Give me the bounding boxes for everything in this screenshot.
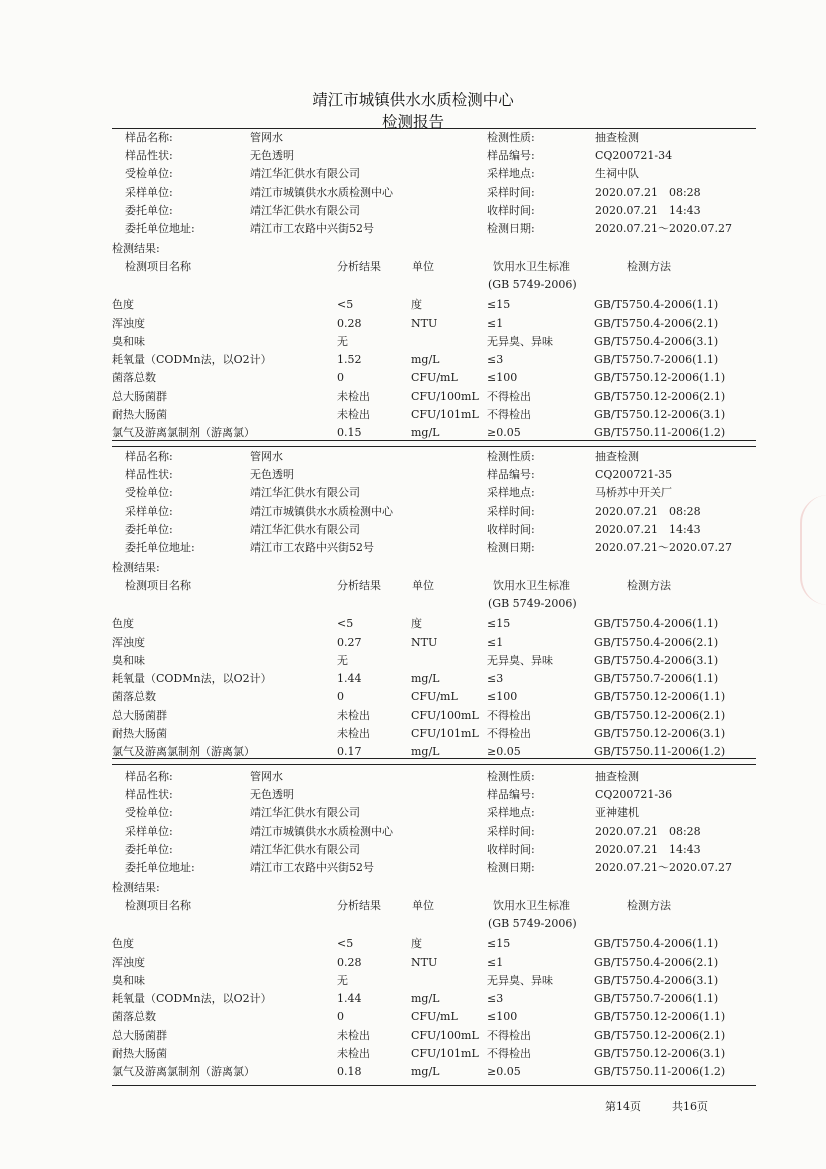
report-title: 靖江市城镇供水水质检测中心 <box>312 91 514 109</box>
sample-no-label: 样品编号: <box>487 149 535 163</box>
col-standard-header: 饮用水卫生标准 <box>493 260 570 274</box>
result-standard: ≤100 <box>487 1010 518 1024</box>
result-method: GB/T5750.4-2006(3.1) <box>594 653 719 667</box>
test-date-label: 检测日期: <box>487 541 535 554</box>
result-value: 1.52 <box>337 353 362 367</box>
test-nature-value: 抽查检测 <box>595 450 639 463</box>
col-method-header: 检测方法 <box>627 899 671 913</box>
col-item-header: 检测项目名称 <box>125 260 191 274</box>
sampling-time-label: 采样时间: <box>487 504 535 518</box>
client-unit-label: 委托单位: <box>125 842 173 856</box>
client-address-value: 靖江市工农路中兴街52号 <box>250 222 374 235</box>
result-unit: mg/L <box>411 745 440 759</box>
result-item-name: 耗氧量（CODMn法，以O2计） <box>112 353 272 367</box>
sample-no-value: CQ200721-36 <box>595 788 673 802</box>
result-unit: CFU/101mL <box>411 408 479 421</box>
result-value: 0 <box>337 690 344 704</box>
divider-sample-2 <box>112 446 756 447</box>
col-standard-header: 饮用水卫生标准 <box>493 899 570 913</box>
result-item-name: 氯气及游离氯制剂（游离氯） <box>112 745 255 759</box>
col-unit-header: 单位 <box>412 260 434 274</box>
result-value: 未检出 <box>337 1047 370 1060</box>
result-standard: ≤3 <box>487 353 504 367</box>
result-standard: 无异臭、异味 <box>487 973 553 987</box>
result-value: 0.27 <box>337 635 362 649</box>
result-value: 0.28 <box>337 955 362 969</box>
result-unit: CFU/mL <box>411 1010 458 1024</box>
receive-time-label: 收样时间: <box>487 842 535 856</box>
sample-state-value: 无色透明 <box>250 788 294 802</box>
result-item-name: 浑浊度 <box>112 635 145 649</box>
page-total: 共16页 <box>672 1100 708 1113</box>
result-method: GB/T5750.4-2006(3.1) <box>594 973 719 987</box>
result-standard: 不得检出 <box>487 727 531 740</box>
stamp-mark <box>800 495 826 605</box>
result-item-name: 浑浊度 <box>112 955 145 969</box>
result-standard: ≤15 <box>487 937 511 951</box>
result-unit: NTU <box>411 955 438 969</box>
sampling-unit-label: 采样单位: <box>125 824 173 838</box>
result-value: 0.28 <box>337 316 362 330</box>
result-standard: 不得检出 <box>487 1028 531 1042</box>
col-unit-header: 单位 <box>412 899 434 913</box>
result-method: GB/T5750.4-2006(2.1) <box>594 316 719 330</box>
sampling-unit-label: 采样单位: <box>125 185 173 199</box>
test-nature-label: 检测性质: <box>487 131 535 144</box>
sampling-time-value: 2020.07.21 08:28 <box>595 504 701 518</box>
result-standard: 无异臭、异味 <box>487 653 553 667</box>
result-unit: CFU/100mL <box>411 1028 479 1042</box>
sample-no-value: CQ200721-35 <box>595 468 673 482</box>
sample-state-label: 样品性状: <box>125 788 173 802</box>
result-item-name: 耐热大肠菌 <box>112 408 167 421</box>
result-method: GB/T5750.7-2006(1.1) <box>594 992 719 1006</box>
result-value: 未检出 <box>337 727 370 740</box>
sampling-site-value: 马桥苏中开关厂 <box>595 486 672 500</box>
inspected-unit-label: 受检单位: <box>125 806 173 820</box>
client-unit-value: 靖江华汇供水有限公司 <box>250 842 360 856</box>
result-value: 0.18 <box>337 1065 362 1079</box>
sample-name-value: 管网水 <box>250 770 283 783</box>
col-item-header: 检测项目名称 <box>125 579 191 593</box>
results-label: 检测结果: <box>112 561 160 575</box>
result-item-name: 菌落总数 <box>112 371 156 385</box>
client-unit-value: 靖江华汇供水有限公司 <box>250 203 360 217</box>
result-standard: 不得检出 <box>487 408 531 421</box>
sample-state-label: 样品性状: <box>125 149 173 163</box>
test-nature-label: 检测性质: <box>487 770 535 783</box>
result-method: GB/T5750.4-2006(1.1) <box>594 617 719 631</box>
result-method: GB/T5750.11-2006(1.2) <box>594 426 726 440</box>
result-method: GB/T5750.12-2006(3.1) <box>594 1047 726 1060</box>
result-unit: 度 <box>411 617 422 631</box>
col-method-header: 检测方法 <box>627 579 671 593</box>
result-value: <5 <box>337 937 354 951</box>
sample-name-value: 管网水 <box>250 131 283 144</box>
result-value: <5 <box>337 617 354 631</box>
col-standard-code: (GB 5749-2006) <box>488 917 577 931</box>
result-value: 1.44 <box>337 992 362 1006</box>
inspected-unit-value: 靖江华汇供水有限公司 <box>250 167 360 181</box>
result-item-name: 氯气及游离氯制剂（游离氯） <box>112 1065 255 1079</box>
result-standard: ≤15 <box>487 617 511 631</box>
result-standard: ≤15 <box>487 298 511 312</box>
result-item-name: 色度 <box>112 937 134 951</box>
sampling-site-value: 生祠中队 <box>595 167 639 181</box>
sample-name-label: 样品名称: <box>125 770 173 783</box>
result-standard: 不得检出 <box>487 389 531 403</box>
results-label: 检测结果: <box>112 242 160 256</box>
sample-state-value: 无色透明 <box>250 468 294 482</box>
result-method: GB/T5750.4-2006(2.1) <box>594 635 719 649</box>
client-address-label: 委托单位地址: <box>125 541 195 554</box>
result-unit: CFU/100mL <box>411 389 479 403</box>
result-item-name: 耐热大肠菌 <box>112 1047 167 1060</box>
client-address-value: 靖江市工农路中兴街52号 <box>250 861 374 874</box>
sample-name-label: 样品名称: <box>125 131 173 144</box>
result-standard: ≤1 <box>487 635 504 649</box>
result-value: 0.15 <box>337 426 362 440</box>
result-item-name: 浑浊度 <box>112 316 145 330</box>
result-method: GB/T5750.12-2006(2.1) <box>594 708 726 722</box>
receive-time-value: 2020.07.21 14:43 <box>595 522 701 536</box>
result-unit: CFU/101mL <box>411 1047 479 1060</box>
result-unit: 度 <box>411 298 422 312</box>
result-method: GB/T5750.11-2006(1.2) <box>594 745 726 759</box>
test-date-value: 2020.07.21～2020.07.27 <box>595 861 732 874</box>
result-unit: CFU/101mL <box>411 727 479 740</box>
result-value: 未检出 <box>337 408 370 421</box>
result-method: GB/T5750.12-2006(2.1) <box>594 1028 726 1042</box>
receive-time-label: 收样时间: <box>487 203 535 217</box>
test-nature-label: 检测性质: <box>487 450 535 463</box>
col-item-header: 检测项目名称 <box>125 899 191 913</box>
result-value: 无 <box>337 653 348 667</box>
client-address-value: 靖江市工农路中兴街52号 <box>250 541 374 554</box>
result-standard: ≥0.05 <box>487 1065 521 1079</box>
client-unit-label: 委托单位: <box>125 522 173 536</box>
result-method: GB/T5750.4-2006(2.1) <box>594 955 719 969</box>
results-label: 检测结果: <box>112 881 160 895</box>
result-value: 未检出 <box>337 708 370 722</box>
result-item-name: 氯气及游离氯制剂（游离氯） <box>112 426 255 440</box>
sample-no-label: 样品编号: <box>487 468 535 482</box>
divider-top <box>112 128 756 129</box>
result-value: 0.17 <box>337 745 362 759</box>
result-method: GB/T5750.12-2006(3.1) <box>594 408 726 421</box>
result-item-name: 总大肠菌群 <box>112 389 167 403</box>
result-unit: CFU/mL <box>411 371 458 385</box>
sampling-time-label: 采样时间: <box>487 185 535 199</box>
sampling-unit-value: 靖江市城镇供水水质检测中心 <box>250 185 393 199</box>
divider-bottom <box>112 1085 756 1086</box>
test-date-label: 检测日期: <box>487 222 535 235</box>
result-method: GB/T5750.12-2006(1.1) <box>594 371 726 385</box>
result-method: GB/T5750.12-2006(1.1) <box>594 1010 726 1024</box>
result-unit: mg/L <box>411 1065 440 1079</box>
inspected-unit-value: 靖江华汇供水有限公司 <box>250 806 360 820</box>
sampling-unit-value: 靖江市城镇供水水质检测中心 <box>250 504 393 518</box>
result-standard: ≤1 <box>487 316 504 330</box>
result-value: 1.44 <box>337 672 362 686</box>
test-date-value: 2020.07.21～2020.07.27 <box>595 222 732 235</box>
result-item-name: 总大肠菌群 <box>112 1028 167 1042</box>
col-standard-code: (GB 5749-2006) <box>488 597 577 611</box>
result-standard: ≤100 <box>487 371 518 385</box>
result-item-name: 菌落总数 <box>112 690 156 704</box>
result-method: GB/T5750.11-2006(1.2) <box>594 1065 726 1079</box>
result-unit: CFU/100mL <box>411 708 479 722</box>
result-method: GB/T5750.4-2006(1.1) <box>594 298 719 312</box>
result-standard: 不得检出 <box>487 708 531 722</box>
result-item-name: 臭和味 <box>112 973 145 987</box>
test-date-label: 检测日期: <box>487 861 535 874</box>
result-method: GB/T5750.4-2006(1.1) <box>594 937 719 951</box>
result-item-name: 色度 <box>112 298 134 312</box>
result-method: GB/T5750.7-2006(1.1) <box>594 672 719 686</box>
col-result-header: 分析结果 <box>337 899 381 913</box>
result-unit: mg/L <box>411 426 440 440</box>
col-result-header: 分析结果 <box>337 579 381 593</box>
result-item-name: 耗氧量（CODMn法，以O2计） <box>112 992 272 1006</box>
result-standard: ≤3 <box>487 992 504 1006</box>
result-value: 未检出 <box>337 389 370 403</box>
sample-no-value: CQ200721-34 <box>595 149 673 163</box>
divider-sample-3 <box>112 764 756 765</box>
result-value: 未检出 <box>337 1028 370 1042</box>
col-standard-header: 饮用水卫生标准 <box>493 579 570 593</box>
result-unit: mg/L <box>411 992 440 1006</box>
inspected-unit-value: 靖江华汇供水有限公司 <box>250 486 360 500</box>
result-value: 0 <box>337 1010 344 1024</box>
sampling-site-label: 采样地点: <box>487 486 535 500</box>
col-method-header: 检测方法 <box>627 260 671 274</box>
receive-time-value: 2020.07.21 14:43 <box>595 842 701 856</box>
result-standard: 不得检出 <box>487 1047 531 1060</box>
result-unit: CFU/mL <box>411 690 458 704</box>
result-method: GB/T5750.4-2006(3.1) <box>594 334 719 348</box>
col-unit-header: 单位 <box>412 579 434 593</box>
sampling-site-value: 亚神建机 <box>595 806 639 820</box>
result-method: GB/T5750.7-2006(1.1) <box>594 353 719 367</box>
inspected-unit-label: 受检单位: <box>125 486 173 500</box>
sampling-unit-label: 采样单位: <box>125 504 173 518</box>
result-unit: mg/L <box>411 672 440 686</box>
client-unit-label: 委托单位: <box>125 203 173 217</box>
result-item-name: 耗氧量（CODMn法，以O2计） <box>112 672 272 686</box>
result-item-name: 菌落总数 <box>112 1010 156 1024</box>
result-method: GB/T5750.12-2006(3.1) <box>594 727 726 740</box>
page-number: 第14页 <box>605 1100 641 1113</box>
client-address-label: 委托单位地址: <box>125 861 195 874</box>
report-subtitle: 检测报告 <box>381 113 444 131</box>
result-unit: mg/L <box>411 353 440 367</box>
result-unit: NTU <box>411 635 438 649</box>
col-standard-code: (GB 5749-2006) <box>488 278 577 292</box>
inspected-unit-label: 受检单位: <box>125 167 173 181</box>
result-item-name: 臭和味 <box>112 334 145 348</box>
result-item-name: 总大肠菌群 <box>112 708 167 722</box>
result-item-name: 臭和味 <box>112 653 145 667</box>
result-item-name: 耐热大肠菌 <box>112 727 167 740</box>
sampling-site-label: 采样地点: <box>487 167 535 181</box>
sample-state-label: 样品性状: <box>125 468 173 482</box>
client-address-label: 委托单位地址: <box>125 222 195 235</box>
sampling-time-value: 2020.07.21 08:28 <box>595 185 701 199</box>
test-nature-value: 抽查检测 <box>595 770 639 783</box>
result-value: 无 <box>337 973 348 987</box>
sample-name-label: 样品名称: <box>125 450 173 463</box>
result-value: <5 <box>337 298 354 312</box>
col-result-header: 分析结果 <box>337 260 381 274</box>
result-unit: 度 <box>411 937 422 951</box>
result-value: 0 <box>337 371 344 385</box>
client-unit-value: 靖江华汇供水有限公司 <box>250 522 360 536</box>
sampling-time-value: 2020.07.21 08:28 <box>595 824 701 838</box>
result-item-name: 色度 <box>112 617 134 631</box>
result-value: 无 <box>337 334 348 348</box>
sampling-unit-value: 靖江市城镇供水水质检测中心 <box>250 824 393 838</box>
result-unit: NTU <box>411 316 438 330</box>
sampling-time-label: 采样时间: <box>487 824 535 838</box>
result-standard: ≤100 <box>487 690 518 704</box>
receive-time-value: 2020.07.21 14:43 <box>595 203 701 217</box>
result-standard: ≤1 <box>487 955 504 969</box>
sample-state-value: 无色透明 <box>250 149 294 163</box>
sample-no-label: 样品编号: <box>487 788 535 802</box>
result-standard: ≥0.05 <box>487 426 521 440</box>
result-method: GB/T5750.12-2006(2.1) <box>594 389 726 403</box>
test-nature-value: 抽查检测 <box>595 131 639 144</box>
receive-time-label: 收样时间: <box>487 522 535 536</box>
result-method: GB/T5750.12-2006(1.1) <box>594 690 726 704</box>
result-standard: 无异臭、异味 <box>487 334 553 348</box>
result-standard: ≥0.05 <box>487 745 521 759</box>
sample-name-value: 管网水 <box>250 450 283 463</box>
test-date-value: 2020.07.21～2020.07.27 <box>595 541 732 554</box>
result-standard: ≤3 <box>487 672 504 686</box>
sampling-site-label: 采样地点: <box>487 806 535 820</box>
